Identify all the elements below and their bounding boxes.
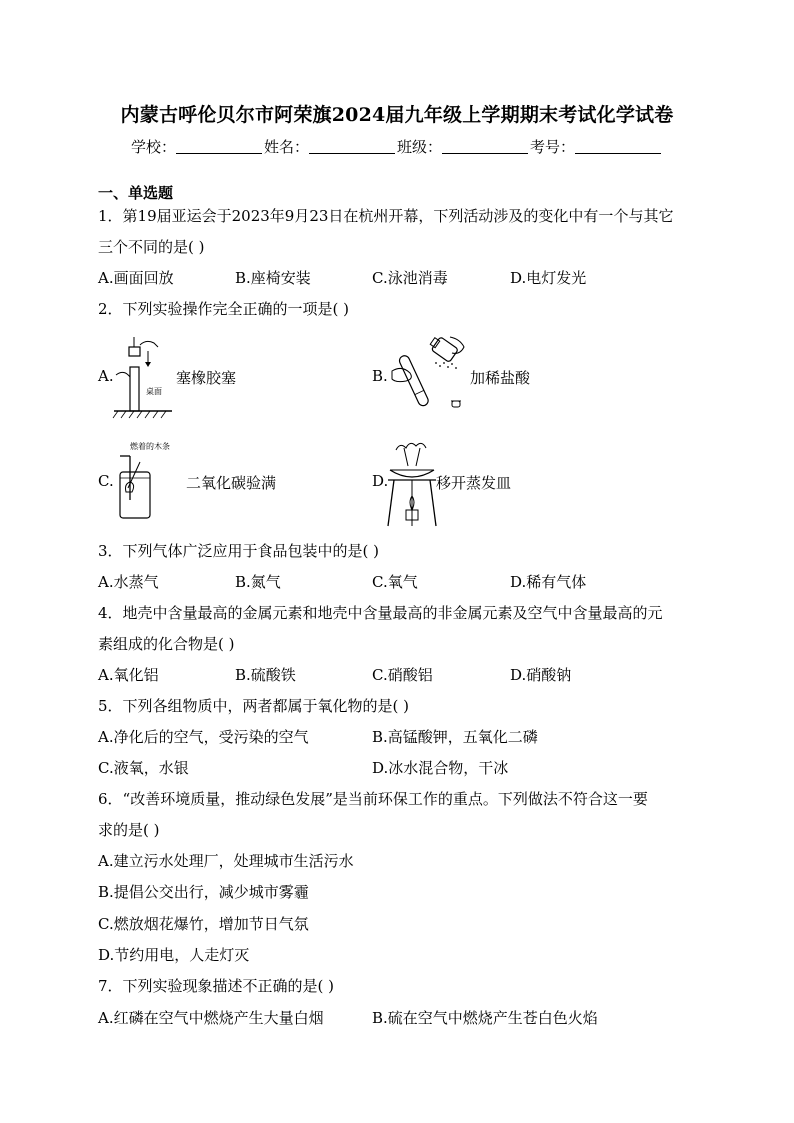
question-6-text-line-1: 6．“改善环境质量，推动绿色发展”是当前环保工作的重点。下列做法不符合这一要 — [98, 790, 648, 808]
q4-option-a: A.氧化铝 — [98, 666, 159, 684]
exam-number-blank[interactable] — [575, 139, 661, 154]
q2-option-c-letter: C. — [98, 472, 114, 490]
name-label: 姓名： — [263, 138, 309, 156]
question-1-text-line-1: 1．第19届亚运会于2023年9月23日在杭州开幕，下列活动涉及的变化中有一个与其它 — [98, 207, 674, 225]
q2-option-a-label: 塞橡胶塞 — [176, 369, 237, 387]
q4-option-d: D.硝酸钠 — [510, 666, 572, 684]
q2-option-b-letter: B. — [372, 367, 388, 385]
q5-option-d: D.冰水混合物，干冰 — [372, 759, 509, 777]
q5-option-b: B.高锰酸钾，五氧化二磷 — [372, 728, 538, 746]
burning-stick-label: 燃着的木条 — [130, 442, 170, 451]
student-info-line — [0, 136, 794, 157]
q6-option-a: A.建立污水处理厂，处理城市生活污水 — [98, 852, 354, 870]
q6-option-b: B.提倡公交出行，减少城市雾霾 — [98, 883, 309, 901]
class-blank[interactable] — [442, 139, 528, 154]
q5-option-c: C.液氧，水银 — [98, 759, 189, 777]
school-blank[interactable] — [176, 139, 262, 154]
q3-option-d: D.稀有气体 — [510, 573, 587, 591]
stopper-insertion-figure — [112, 333, 174, 423]
question-2-text: 2．下列实验操作完全正确的一项是( ) — [98, 300, 350, 318]
q1-option-a: A.画面回放 — [98, 269, 174, 287]
question-4-text-line-2: 素组成的化合物是( ) — [98, 635, 235, 653]
q7-option-b: B.硫在空气中燃烧产生苍白色火焰 — [372, 1009, 598, 1027]
exam-number-label: 考号： — [530, 138, 576, 156]
add-acid-figure — [386, 333, 468, 413]
question-1-text-line-2: 三个不同的是( ) — [98, 238, 205, 256]
q2-option-d-label: 移开蒸发皿 — [436, 474, 512, 492]
q6-option-c: C.燃放烟花爆竹，增加节日气氛 — [98, 915, 309, 933]
q2-option-d-letter: D. — [372, 472, 389, 490]
school-label: 学校： — [130, 138, 176, 156]
question-7-text: 7．下列实验现象描述不正确的是( ) — [98, 977, 335, 995]
q3-option-a: A.水蒸气 — [98, 573, 159, 591]
q1-option-d: D.电灯发光 — [510, 269, 587, 287]
question-3-text: 3．下列气体广泛应用于食品包装中的是( ) — [98, 542, 380, 560]
q3-option-c: C.氧气 — [372, 573, 418, 591]
co2-full-check-figure — [112, 452, 156, 522]
name-blank[interactable] — [309, 139, 395, 154]
exam-title: 内蒙古呼伦贝尔市阿荣旗2024届九年级上学期期末考试化学试卷 — [120, 104, 674, 126]
q1-option-b: B.座椅安装 — [235, 269, 311, 287]
q1-option-c: C.泳池消毒 — [372, 269, 448, 287]
desk-label: 桌面 — [146, 387, 162, 396]
q4-option-c: C.硝酸铝 — [372, 666, 433, 684]
q2-option-b-label: 加稀盐酸 — [470, 369, 531, 387]
q6-option-d: D.节约用电，人走灯灭 — [98, 946, 250, 964]
q7-option-a: A.红磷在空气中燃烧产生大量白烟 — [98, 1009, 324, 1027]
question-6-text-line-2: 求的是( ) — [98, 821, 160, 839]
question-5-text: 5．下列各组物质中，两者都属于氧化物的是( ) — [98, 697, 410, 715]
class-label: 班级： — [397, 138, 443, 156]
q2-option-c-label: 二氧化碳验满 — [186, 474, 277, 492]
q4-option-b: B.硫酸铁 — [235, 666, 296, 684]
section-title: 一、单选题 — [98, 184, 174, 202]
q5-option-a: A.净化后的空气，受污染的空气 — [98, 728, 309, 746]
q2-option-a-letter: A. — [98, 367, 114, 385]
q3-option-b: B.氮气 — [235, 573, 281, 591]
move-evaporating-dish-figure — [386, 440, 438, 528]
question-4-text-line-1: 4．地壳中含量最高的金属元素和地壳中含量最高的非金属元素及空气中含量最高的元 — [98, 604, 663, 622]
